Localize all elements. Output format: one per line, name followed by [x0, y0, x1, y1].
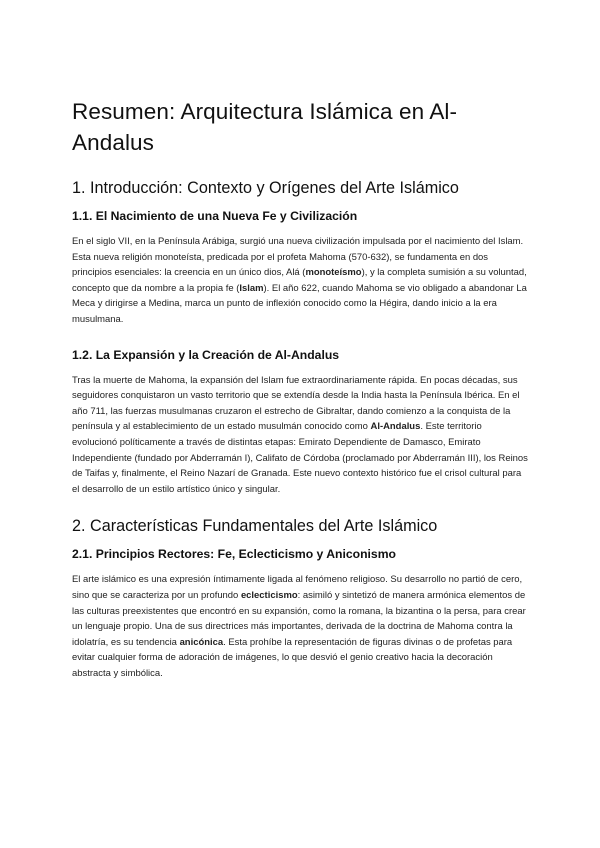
bold-term: Islam: [239, 282, 264, 294]
paragraph-text: . Esta prohíbe la representación de figuras divinas o de profetas para evitar cualquier forma de adoración de imágenes, lo que desvió el genio creativo hacia la decoración abstracta y simbólica.: [72, 636, 513, 679]
paragraph-text: Tras la muerte de Mahoma, la expansión del Islam fue extraordinariamente rápida. En pocas décadas, sus seguidores conquistaron un vasto territorio que se extendía desde la India hasta la Península Ibérica. En el año 711, las fuerzas musulmanas cruzaron el estrecho de Gibraltar, dando comienzo a la conquista de la península y al establecimiento de un estado musulmán conocido como: [72, 374, 520, 433]
bold-term: eclecticismo: [240, 589, 298, 601]
subsection-heading-2-1: 2.1. Principios Rectores: Fe, Eclecticismo y Aniconismo: [72, 547, 396, 562]
bold-term: anicónica: [179, 636, 224, 648]
paragraph-1-2: [72, 373, 528, 498]
document-title: Resumen: Arquitectura Islámica en Al-Andalus: [72, 99, 458, 155]
paragraph-1-1: [72, 234, 528, 328]
paragraph-2-1: [72, 572, 528, 681]
paragraph-text: ). El año 622, cuando Mahoma se vio obligado a abandonar La Meca y dirigirse a Medina, marca un punto de inflexión conocido como la Hégira, dando inicio a la era musulmana.: [72, 282, 527, 325]
subsection-heading-1-2: 1.2. La Expansión y la Creación de Al-Andalus: [72, 347, 340, 362]
section-heading-1: 1. Introducción: Contexto y Orígenes del Arte Islámico: [72, 179, 459, 197]
paragraph-text: El arte islámico es una expresión íntimamente ligada al fenómeno religioso. Su desarrollo no partió de cero, sino que se caracteriza por un profundo: [72, 574, 523, 601]
bold-term: monoteísmo: [305, 267, 362, 279]
bold-term: Al-Andalus: [370, 421, 421, 433]
paragraph-text: En el siglo VII, en la Península Arábiga, surgió una nueva civilización impulsada por el nacimiento del Islam. Esta nueva religión monoteísta, predicada por el profeta Mahoma (570-632), se fundamenta en dos principios esenciales: la creencia en un único dios, Alá (: [72, 236, 524, 279]
paragraph-text: ), y la completa sumisión a su voluntad, concepto que da nombre a la propia fe (: [72, 267, 527, 294]
section-heading-2: 2. Características Fundamentales del Arte Islámico: [72, 517, 438, 536]
paragraph-text: . Este territorio evolucionó políticamente a través de distintas etapas: Emirato Dependiente de Damasco, Emirato Independiente (fundado por Abderramán I), Califato de Córdoba (proclamado por Abderramán III), los Reinos de Taifas y, finalmente, el Reino Nazarí de Granada. Este nuevo contexto histórico fue el crisol cultural para el desarrollo de un estilo artístico único y singular.: [72, 421, 528, 495]
paragraph-text: : asimiló y sintetizó de manera armónica elementos de las culturas preexistentes que encontró en su expansión, como la romana, la bizantina o la persa, para crear un lenguaje propio. Una de sus directrices más importantes, derivada de la doctrina de Mahoma contra la idolatría, es su tendencia: [72, 589, 526, 648]
subsection-heading-1-1: 1.1. El Nacimiento de una Nueva Fe y Civilización: [72, 209, 358, 223]
